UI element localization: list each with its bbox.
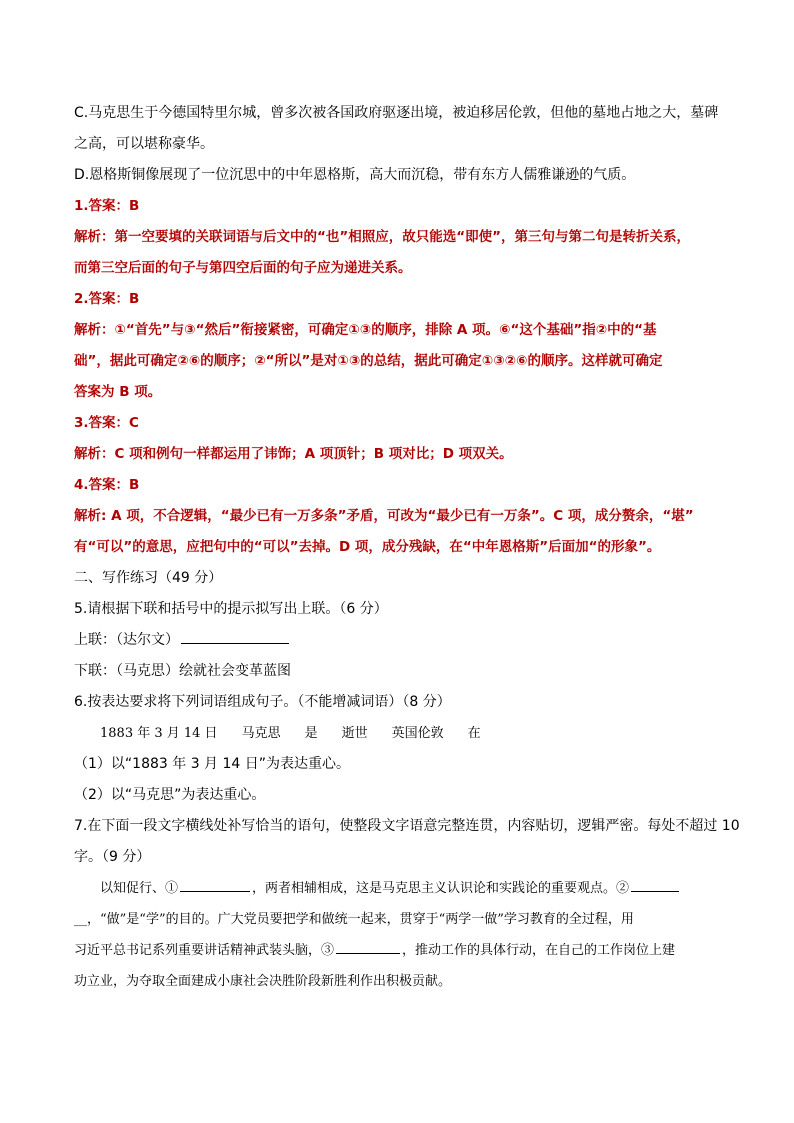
q6-prompt: 6.按表达要求将下列词语组成句子。（不能增减词语）（8 分） [74, 694, 451, 710]
option-c-line-1: C.马克思生于今德国特里尔城，曾多次被各国政府驱逐出境，被迫移居伦敦，但他的墓地占地之大，墓碑 [74, 105, 719, 121]
q7-passage-line-4: 功立业，为夺取全面建成小康社会决胜阶段新胜利作出积极贡献。 [74, 974, 452, 989]
analysis-1-line-1: 解析：第一空要填的关联词语与后文中的“也”相照应，故只能选“即使”，第三句与第二句是转折关系， [74, 229, 690, 245]
q7-prompt-line-1: 7.在下面一段文字横线处补写恰当的语句，使整段文字语意完整连贯，内容贴切，逻辑严密。每处不超过 10 [74, 818, 740, 834]
analysis-4-line-1: 解析: A 项，不合逻辑，“最少已有一万多条”矛盾，可改为“最少已有一万条”。C 项，成分赘余，“堪” [74, 508, 694, 524]
analysis-3-line-1: 解析：C 项和例句一样都运用了讳饰；A 项顶针；B 项对比；D 项双关。 [74, 446, 513, 462]
q6-word: 在 [467, 726, 481, 741]
q7-blank-2[interactable] [631, 875, 679, 892]
answer-1: 1.答案：B [74, 198, 140, 214]
q6-word: 逝世 [341, 726, 368, 741]
q7-passage-line-3 [74, 935, 724, 966]
document-content [74, 98, 740, 997]
analysis-2-line-2: 础”，据此可确定②⑥的顺序；②“所以”是对①③的总结，据此可确定①③②⑥的顺序。这样就可确定 [74, 353, 663, 369]
q7-passage-line-2: __，“做”是“学”的目的。广大党员要把学和做统一起来，贯穿于“两学一做”学习教育的全过程，用 [74, 912, 634, 927]
q5-upper-blank[interactable] [181, 627, 289, 644]
q5-prompt: 5.请根据下联和括号中的提示拟写出上联。（6 分） [74, 601, 388, 617]
q7-blank-3[interactable] [336, 937, 400, 954]
option-d: D.恩格斯铜像展现了一位沉思中的中年恩格斯，高大而沉稳，带有东方人儒雅谦逊的气质。 [74, 167, 636, 183]
answer-4: 4.答案：B [74, 477, 140, 493]
q7-passage-text: 习近平总书记系列重要讲话精神武装头脑，③ [74, 943, 335, 958]
q5-upper-couplet [74, 625, 724, 656]
analysis-4-line-2: 有“可以”的意思，应把句中的“可以”去掉。D 项，成分残缺，在“中年恩格斯”后面加“的形象”。 [74, 539, 661, 555]
q7-passage-text: ，两者相辅相成，这是马克思主义认识论和实践论的重要观点。② [252, 881, 630, 896]
analysis-2-line-1: 解析：①“首先”与③“然后”衔接紧密，可确定①③的顺序，排除 A 项。⑥“这个基础”指②中的“基 [74, 322, 657, 338]
q6-word: 1883 年 3 月 14 日 [100, 726, 218, 741]
q5-upper-label: 上联：（达尔文） [74, 632, 179, 648]
q6-word: 马克思 [241, 726, 281, 741]
q7-passage-text: 以知促行、① [100, 881, 179, 896]
answer-3: 3.答案：C [74, 415, 139, 431]
q5-lower-couplet: 下联：（马克思）绘就社会变革蓝图 [74, 663, 291, 679]
q6-word-list [74, 718, 724, 749]
q7-blank-1[interactable] [180, 875, 250, 892]
section-2-heading: 二、写作练习（49 分） [74, 570, 223, 586]
q7-passage-line-1 [74, 873, 724, 904]
analysis-1-line-2: 而第三空后面的句子与第四空后面的句子应为递进关系。 [74, 260, 412, 276]
q7-prompt-line-2: 字。（9 分） [74, 849, 151, 865]
q6-word: 英国伦敦 [391, 726, 444, 741]
answer-2: 2.答案：B [74, 291, 140, 307]
q6-sub-2: （2）以“马克思”为表达重心。 [74, 787, 266, 803]
option-c-line-2: 之高，可以堪称豪华。 [74, 136, 214, 152]
q6-word: 是 [304, 726, 318, 741]
analysis-2-line-3: 答案为 B 项。 [74, 384, 162, 400]
q6-sub-1: （1）以“1883 年 3 月 14 日”为表达重心。 [74, 756, 351, 772]
q7-passage-text: ，推动工作的具体行动，在自己的工作岗位上建 [402, 943, 676, 958]
